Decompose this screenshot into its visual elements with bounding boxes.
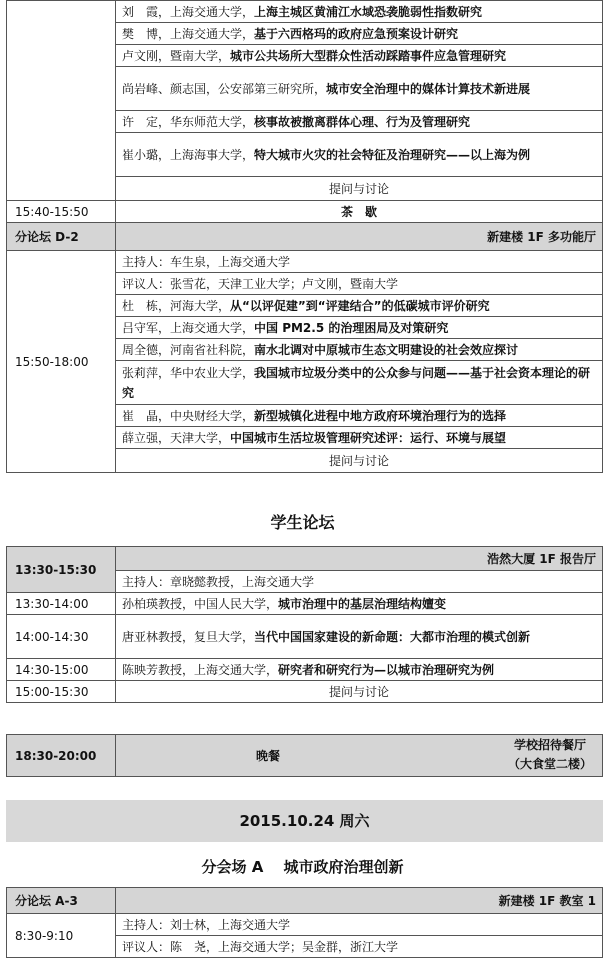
discussion-row xyxy=(7,681,603,703)
talk-time: 13:30-14:00 xyxy=(7,593,116,615)
talk-row xyxy=(7,659,603,681)
talk-title: 核事故被撤离群体心理、行为及管理研究 xyxy=(254,114,471,129)
speaker-name: 吕守军，上海交通大学， xyxy=(122,320,255,335)
tea-time: 15:40-15:50 xyxy=(7,201,116,223)
talk-cell xyxy=(116,23,603,45)
talk-cell xyxy=(116,317,603,339)
student-forum-venue: 浩然大厦 1F 报告厅 xyxy=(116,547,603,571)
dinner-cell xyxy=(116,735,603,777)
forum-a3-venue: 新建楼 1F 教室 1 xyxy=(116,888,603,914)
talk-row xyxy=(7,1,603,23)
discussion-label: 提问与讨论 xyxy=(116,177,603,201)
talk-cell xyxy=(116,133,603,177)
talk-row xyxy=(7,615,603,659)
tea-break-row xyxy=(7,201,603,223)
talk-title: 城市治理中的基层治理结构嬗变 xyxy=(278,596,447,611)
speaker-name: 樊 博，上海交通大学， xyxy=(122,26,255,41)
time-cell-empty xyxy=(7,1,116,201)
talk-title: 特大城市火灾的社会特征及治理研究——以上海为例 xyxy=(254,147,531,162)
forum-d2-venue: 新建楼 1F 多功能厅 xyxy=(116,223,603,251)
speaker-name: 卢文刚，暨南大学， xyxy=(122,48,231,63)
talk-cell xyxy=(116,67,603,111)
talk-title: 中国城市生活垃圾管理研究述评：运行、环境与展望 xyxy=(230,430,507,445)
talk-title: 研究者和研究行为—以城市治理研究为例 xyxy=(278,662,495,677)
host-label: 主持人：刘士林，上海交通大学 xyxy=(116,914,603,936)
reviewer-label: 评议人：陈 尧，上海交通大学；吴金群，浙江大学 xyxy=(116,936,603,958)
student-forum-heading: 学生论坛 xyxy=(270,513,335,532)
talk-title: 上海主城区黄浦江水域恐袭脆弱性指数研究 xyxy=(254,4,483,19)
speaker-name: 陈映芳教授，上海交通大学， xyxy=(122,662,279,677)
talk-cell xyxy=(116,1,603,23)
venue-a-heading: 分会场 A 城市政府治理创新 xyxy=(201,858,404,876)
talk-title: 从“以评促建”到“评建结合”的低碳城市评价研究 xyxy=(230,298,490,313)
host-label: 主持人：章晓懿教授，上海交通大学 xyxy=(116,571,603,593)
dinner-time: 18:30-20:00 xyxy=(7,735,116,777)
talk-cell xyxy=(116,593,603,615)
speaker-name: 唐亚林教授，复旦大学， xyxy=(122,629,255,644)
talk-row xyxy=(7,593,603,615)
speaker-name: 崔小璐，上海海事大学， xyxy=(122,147,255,162)
talk-cell xyxy=(116,45,603,67)
talk-cell xyxy=(116,361,603,405)
speaker-name: 薛立强，天津大学， xyxy=(122,430,231,445)
dinner-venue xyxy=(508,736,592,774)
talk-title: 城市安全治理中的媒体计算技术新进展 xyxy=(326,81,531,96)
student-forum-table xyxy=(6,546,603,703)
forum-a3-table xyxy=(6,887,603,958)
speaker-name: 杜 栋，河海大学， xyxy=(122,298,231,313)
speaker-name: 孙柏瑛教授，中国人民大学， xyxy=(122,596,279,611)
host-label: 主持人：车生泉，上海交通大学 xyxy=(116,251,603,273)
speaker-name: 周全德，河南省社科院， xyxy=(122,342,255,357)
reviewer-label: 评议人：张雪花，天津工业大学；卢文刚，暨南大学 xyxy=(116,273,603,295)
dinner-venue-line1: 学校招待餐厅 xyxy=(513,738,586,752)
talk-title: 中国 PM2.5 的治理困局及对策研究 xyxy=(254,320,449,335)
discussion-label: 提问与讨论 xyxy=(116,681,603,703)
discussion-label: 提问与讨论 xyxy=(116,449,603,473)
forum-header-row xyxy=(7,888,603,914)
forum-header-row xyxy=(7,547,603,571)
speaker-name: 尚岩峰、颜志国，公安部第三研究所， xyxy=(122,81,327,96)
forum-header-row xyxy=(7,223,603,251)
talk-cell xyxy=(116,615,603,659)
session-continued-table xyxy=(6,0,603,473)
discussion-time: 15:00-15:30 xyxy=(7,681,116,703)
talk-title: 我国城市垃圾分类中的公众参与问题——基于社会资本理论的研究 xyxy=(122,365,591,400)
speaker-name: 崔 晶，中央财经大学， xyxy=(122,408,255,423)
talk-cell xyxy=(116,295,603,317)
talk-time: 14:00-14:30 xyxy=(7,615,116,659)
dinner-label: 晚餐 xyxy=(256,749,281,763)
dinner-venue-line2: （大食堂二楼） xyxy=(507,757,592,771)
talk-title: 当代中国国家建设的新命题：大都市治理的模式创新 xyxy=(254,629,531,644)
forum-a3-label: 分论坛 A-3 xyxy=(7,888,116,914)
forum-a3-time: 8:30-9:10 xyxy=(7,914,116,958)
dinner-table xyxy=(6,734,603,777)
speaker-name: 张莉萍，华中农业大学， xyxy=(122,365,255,380)
talk-cell xyxy=(116,405,603,427)
host-row xyxy=(7,251,603,273)
talk-time: 14:30-15:00 xyxy=(7,659,116,681)
talk-cell xyxy=(116,659,603,681)
speaker-name: 刘 霞，上海交通大学， xyxy=(122,4,255,19)
forum-d2-time: 15:50-18:00 xyxy=(7,251,116,473)
speaker-name: 许 定，华东师范大学， xyxy=(122,114,255,129)
talk-title: 城市公共场所大型群众性活动踩踏事件应急管理研究 xyxy=(230,48,507,63)
talk-title: 南水北调对中原城市生态文明建设的社会效应探讨 xyxy=(254,342,519,357)
date-banner: 2015.10.24 周六 xyxy=(6,800,603,842)
talk-cell xyxy=(116,339,603,361)
talk-cell xyxy=(116,111,603,133)
student-forum-time: 13:30-15:30 xyxy=(7,547,116,593)
talk-title: 新型城镇化进程中地方政府环境治理行为的选择 xyxy=(254,408,507,423)
host-row xyxy=(7,914,603,936)
tea-break-label: 茶 歇 xyxy=(116,201,603,223)
talk-cell xyxy=(116,427,603,449)
talk-title: 基于六西格玛的政府应急预案设计研究 xyxy=(254,26,459,41)
dinner-row xyxy=(7,735,603,777)
forum-d2-label: 分论坛 D-2 xyxy=(7,223,116,251)
